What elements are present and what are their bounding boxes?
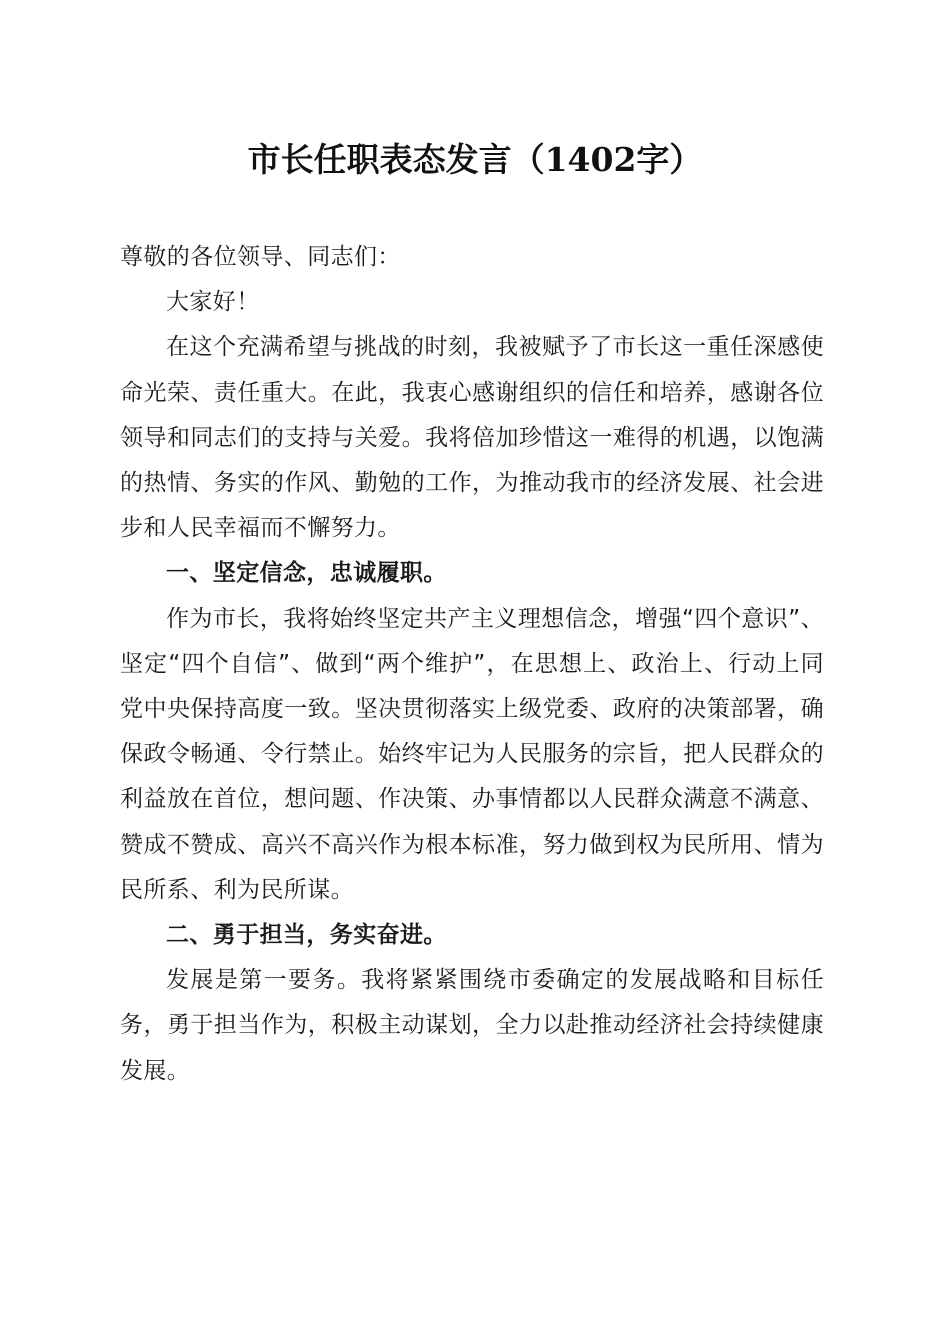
greeting: 大家好！ bbox=[166, 289, 260, 316]
intro-paragraph: 在这个充满希望与挑战的时刻，我被赋予了市长这一重任深感使命光荣、责任重大。在此，我衷心感谢组织的信任和培养，感谢各位领导和同志们的支持与关爱。我将倍加珍惜这一难得的机遇，以饱满的热情、务实的作风、勤勉的工作，为推动我市的经济发展、社会进步和人民幸福而不懈努力。 bbox=[120, 334, 824, 542]
section-paragraph-1: 作为市长，我将始终坚定共产主义理想信念，增强“四个意识”、坚定“四个自信”、做到“两个维护”，在思想上、政治上、行动上同党中央保持高度一致。坚决贯彻落实上级党委、政府的决策部署，确保政令畅通、令行禁止。始终牢记为人民服务的宗旨，把人民群众的利益放在首位，想问题、作决策、办事情都以人民群众满意不满意、赞成不赞成、高兴不高兴作为根本标准，努力做到权为民所用、情为民所系、利为民所谋。 bbox=[120, 605, 824, 903]
document-body bbox=[120, 235, 824, 1094]
section-heading-1: 一、坚定信念，忠诚履职。 bbox=[166, 560, 447, 587]
salutation: 尊敬的各位领导、同志们： bbox=[120, 244, 401, 270]
document-title: 市长任职表态发言（1402字） bbox=[247, 140, 703, 179]
section-paragraph-2: 发展是第一要务。我将紧紧围绕市委确定的发展战略和目标任务，勇于担当作为，积极主动谋划，全力以赴推动经济社会持续健康发展。 bbox=[120, 967, 824, 1084]
section-heading-2: 二、勇于担当，务实奋进。 bbox=[166, 922, 447, 949]
